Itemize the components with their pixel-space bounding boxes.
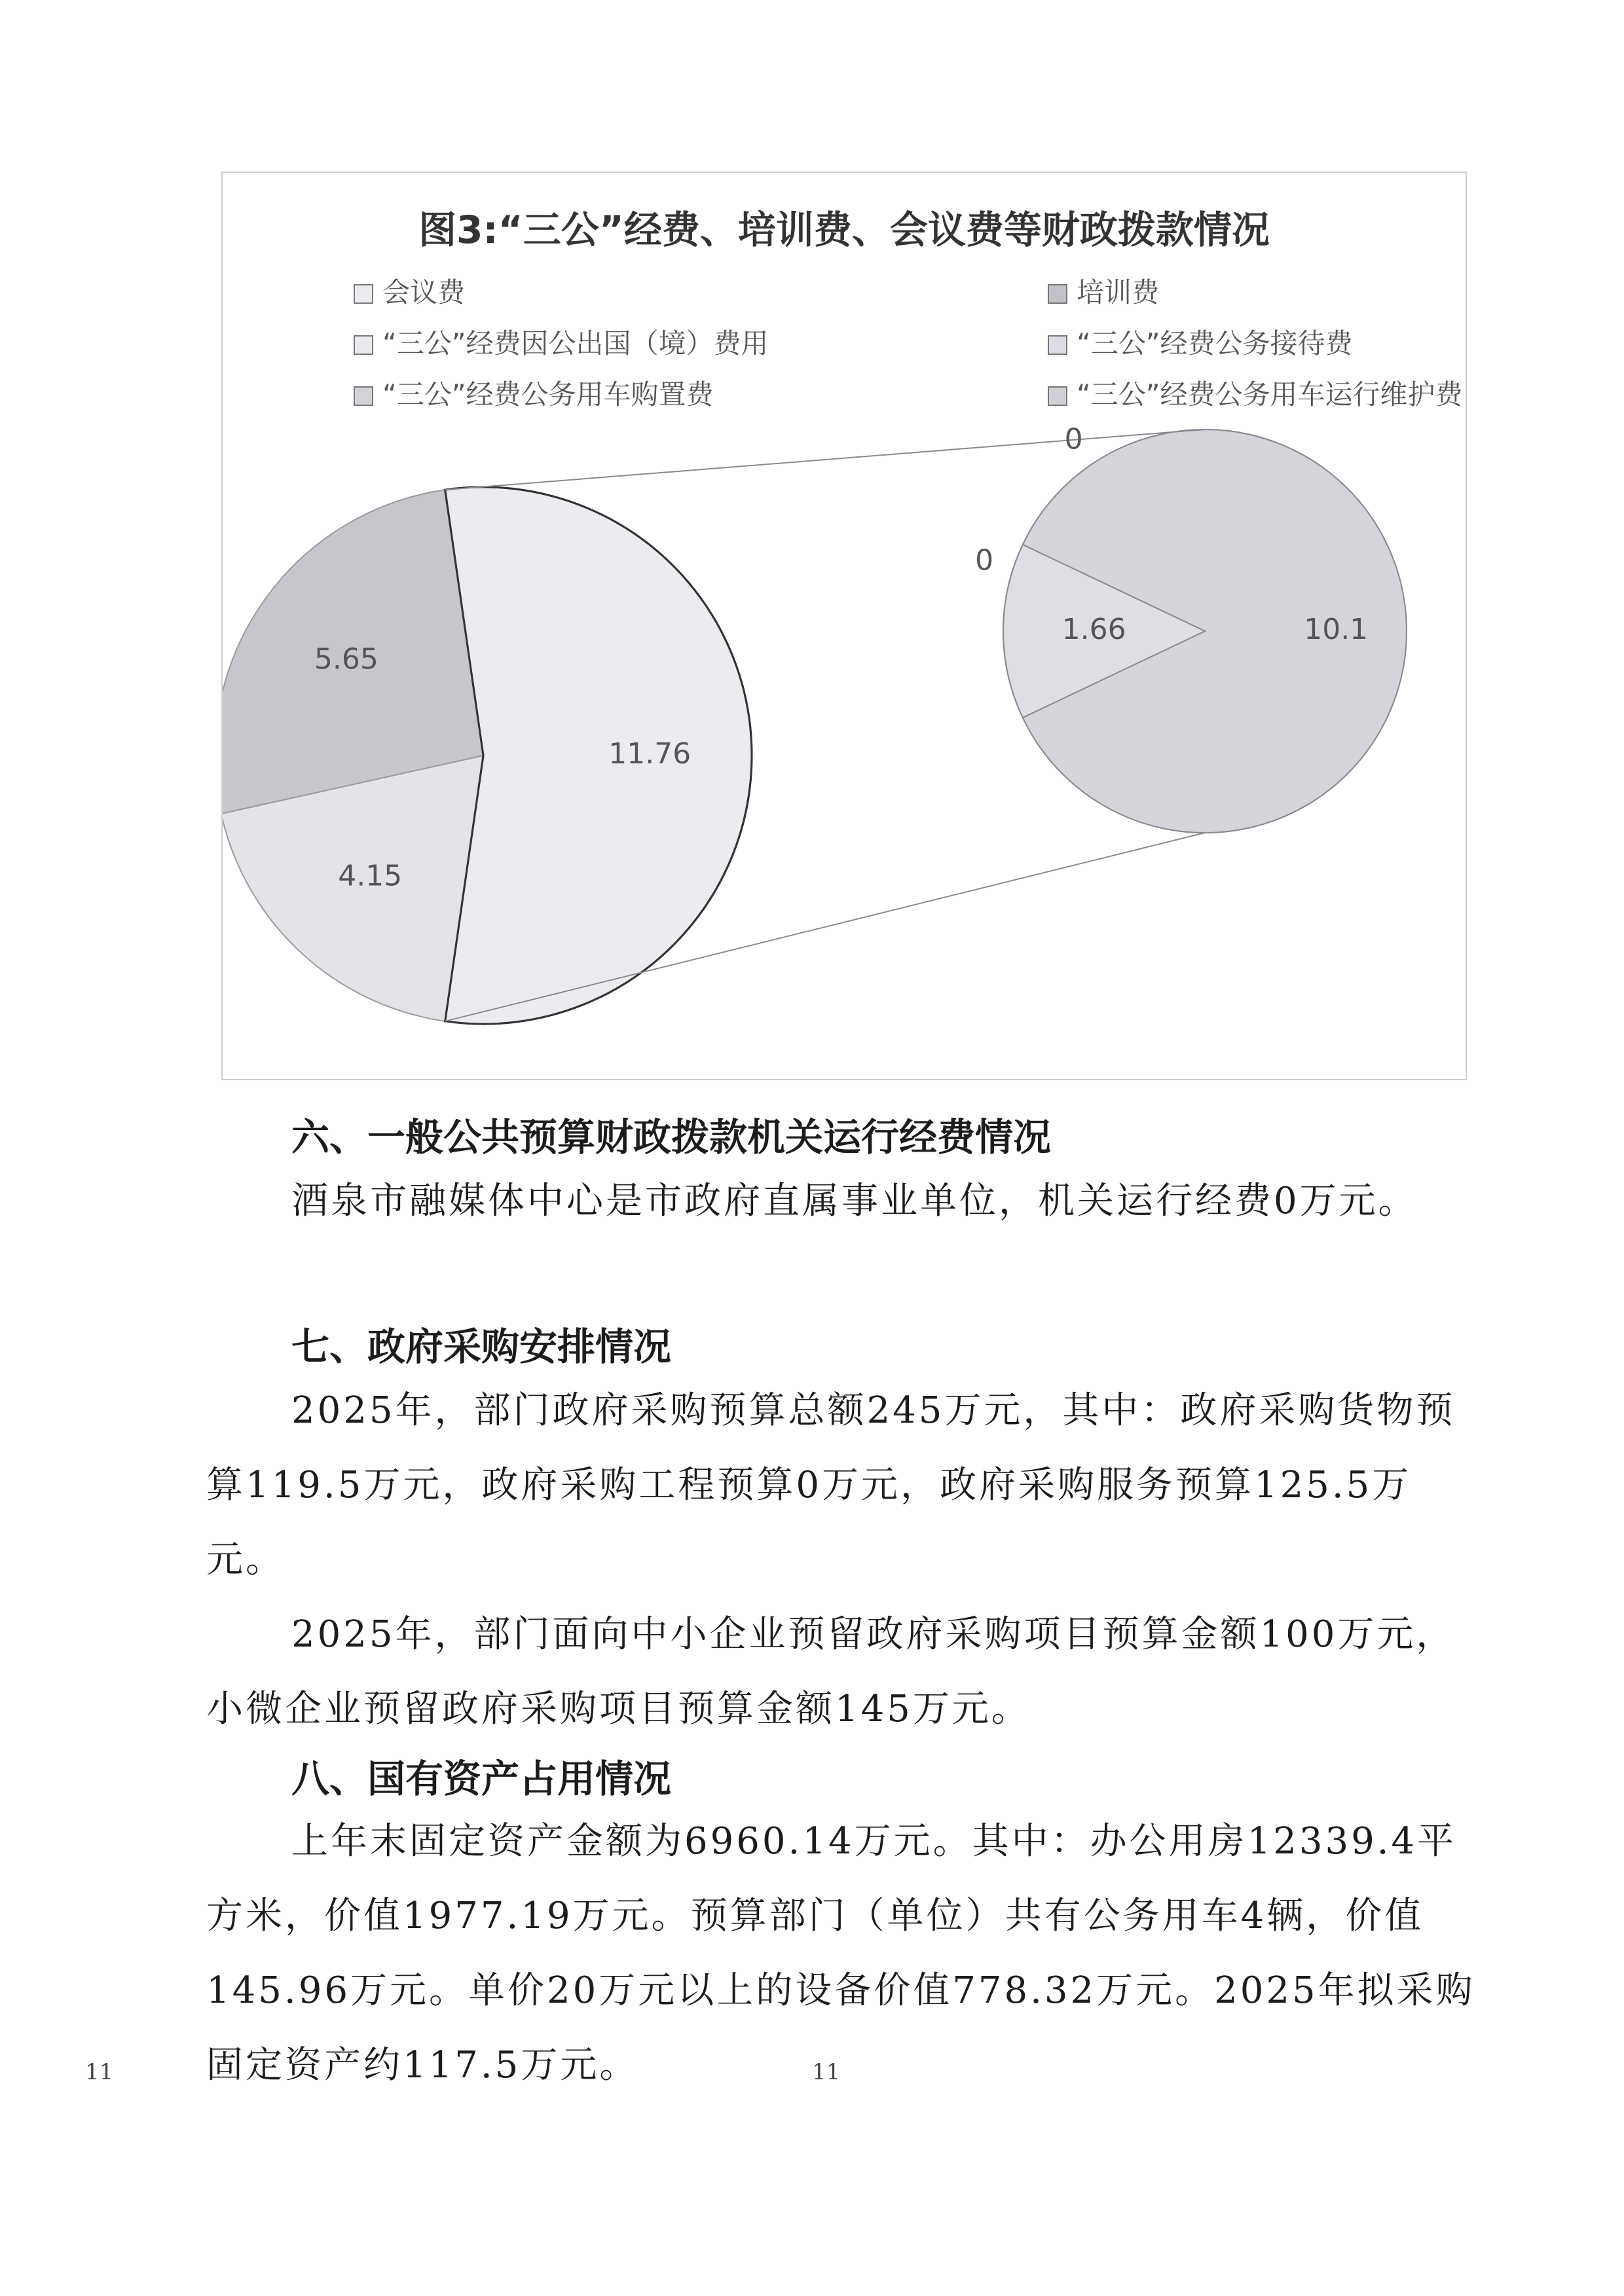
paragraph-operating-expenses: 酒泉市融媒体中心是市政府直属事业单位，机关运行经费0万元。: [291, 1180, 1418, 1222]
legend-label: “三公”经费公务用车购置费: [382, 378, 714, 410]
legend-label: 会议费: [382, 276, 466, 308]
secondary-pie-label-1: 1.66: [1061, 613, 1126, 646]
paragraph-procurement-budget: 2025年，部门政府采购预算总额245万元，其中：政府采购货物预算119.5万元，政府采购工程预算0万元，政府采购服务预算125.5万元。: [206, 1389, 1456, 1581]
page-number: 11: [812, 2059, 841, 2085]
secondary-pie-label-0: 10.1: [1304, 613, 1369, 646]
paragraph-sme-reservation: 2025年，部门面向中小企业预留政府采购项目预算金额100万元，小微企业预留政府采购项目预算金额145万元。: [206, 1613, 1456, 1730]
chart-frame: [221, 172, 1467, 1080]
chart-title: 图3:“三公”经费、培训费、会议费等财政拨款情况: [418, 208, 1270, 252]
legend-label: “三公”经费公务接待费: [1077, 327, 1353, 359]
main-pie-label-0: 11.76: [608, 737, 692, 771]
heading-section-seven: 七、政府采购安排情况: [291, 1324, 672, 1369]
main-pie-label-1: 4.15: [338, 859, 403, 893]
legend-label: “三公”经费因公出国（境）费用: [382, 327, 769, 359]
pie-of-pie-chart: [223, 173, 1466, 1079]
page-number-margin: 11: [85, 2059, 114, 2085]
legend-label: “三公”经费公务用车运行维护费: [1077, 378, 1463, 410]
secondary-pie-label-2: 0: [975, 543, 994, 577]
legend-label: 培训费: [1077, 276, 1160, 308]
secondary-pie-label-3: 0: [1064, 422, 1083, 456]
heading-section-six: 六、一般公共预算财政拨款机关运行经费情况: [291, 1115, 1052, 1159]
main-pie-slice-0: [445, 487, 752, 1024]
heading-section-eight: 八、国有资产占用情况: [291, 1757, 672, 1801]
main-pie-label-2: 5.65: [314, 642, 378, 676]
paragraph-state-assets: 上年末固定资产金额为6960.14万元。其中：办公用房12339.4平方米，价值1977.19万元。预算部门（单位）共有公务用车4辆，价值145.96万元。单价20万元以上的设备价值778.32万元。2025年拟采购固定资产约117.5万元。: [206, 1820, 1475, 2086]
